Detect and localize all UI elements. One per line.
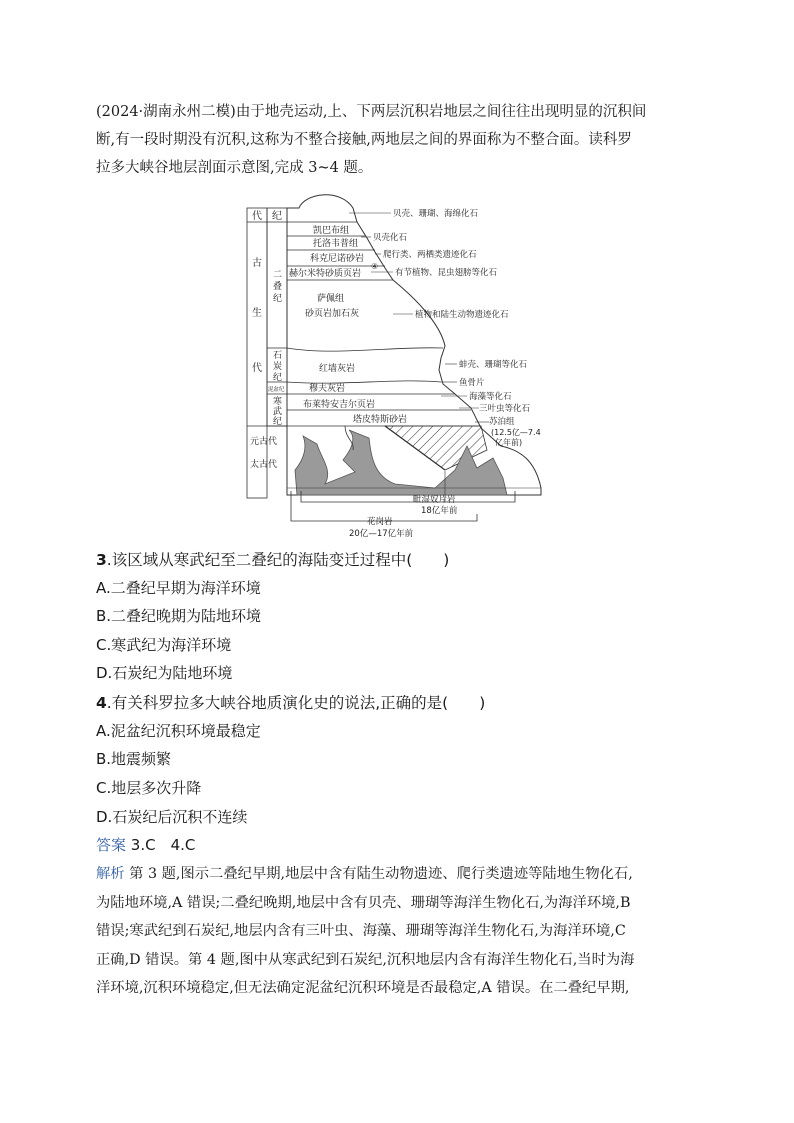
layer-coconino: 科克尼诺砂岩 [310, 254, 365, 264]
fossil-label: 植物和陆生动物遗迹化石 [415, 310, 509, 320]
layer-kaibab: 凯巴布组 [313, 226, 350, 236]
supai-group-age: (12.5亿—7.4 [491, 428, 541, 437]
question-number: 3 [96, 551, 107, 569]
layer-toroweap: 托洛韦普组 [313, 239, 359, 249]
era-archean: 太古代 [250, 460, 278, 470]
intro-line: (2024·湖南永州二模)由于地壳运动,上、下两层沉积岩地层之间往往出现明显的沉积间 [96, 104, 647, 120]
layer-muav: 穆夫灰岩 [309, 384, 346, 394]
fossil-label: 鱼骨片 [459, 378, 485, 388]
layer-tapeats: 塔皮特斯砂岩 [353, 415, 408, 425]
option-d[interactable]: D.石炭纪为陆地环境 [96, 664, 233, 682]
supai-group-age: 亿年前) [495, 438, 523, 447]
fossil-label: 贝壳、珊瑚、海绵化石 [393, 209, 479, 219]
answer-line [96, 834, 195, 855]
intro-paragraph [96, 98, 646, 182]
question-text: .该区域从寒武纪至二叠纪的海陆变迁过程中( ) [106, 551, 450, 569]
option-d[interactable]: D.石炭纪后沉积不连续 [96, 808, 248, 826]
layer-bright-angel: 布莱特安吉尔页岩 [303, 400, 376, 410]
fossil-label: 海藻等化石 [469, 392, 512, 402]
fossil-label: 有节植物、昆虫翅膀等化石 [395, 268, 498, 278]
schist-label: 毗湿奴片岩 [413, 495, 456, 505]
era-paleozoic: 古 [252, 258, 262, 269]
era-header: 代 [252, 211, 262, 222]
explanation-line: 为陆地环境,A 错误;二叠纪晚期,地层中含有贝壳、珊瑚等海洋生物化石,为海洋环境,B [96, 894, 631, 911]
period-permian: 纪 [273, 294, 283, 304]
question-3-stem [96, 548, 449, 570]
option-b[interactable]: B.二叠纪晚期为陆地环境 [96, 607, 262, 625]
explanation-line: 洋环境,沉积环境稳定,但无法确定泥盆纪沉积环境是否最稳定,A 错误。在二叠纪早期, [96, 980, 630, 996]
granite-label: 花岗岩 [367, 517, 393, 527]
period-cambrian: 寒 [273, 397, 283, 407]
era-paleozoic: 代 [252, 363, 262, 374]
period-devonian: 泥盆纪 [268, 387, 285, 393]
layer-redwall: 红墙灰岩 [319, 364, 356, 374]
period-carboniferous: 石 [273, 351, 283, 361]
period-permian: 叠 [273, 282, 283, 292]
option-a[interactable]: A.泥盆纪沉积环境最稳定 [96, 722, 261, 740]
intro-line: 断,有一段时期没有沉积,这称为不整合接触,两地层之间的界面称为不整合面。读科罗 [96, 132, 632, 148]
question-4-stem [96, 691, 485, 713]
unconformity-mark: ④ [371, 262, 379, 271]
layer-supai-desc: 砂页岩加石灰 [305, 309, 360, 319]
question-text: .有关科罗拉多大峡谷地质演化史的说法,正确的是( ) [106, 694, 486, 712]
explanation-label: 解析 [96, 866, 125, 882]
explanation-line: 错误;寒武纪到石炭纪,地层内含有三叶虫、海藻、珊瑚等海洋生物化石,为海洋环境,C [96, 923, 626, 939]
era-paleozoic: 生 [252, 308, 262, 319]
answer-text: 3.C 4.C [130, 836, 196, 854]
option-c[interactable]: C.地层多次升降 [96, 779, 202, 797]
explanation-line: 正确,D 错误。第 4 题,图中从寒武纪到石炭纪,沉积地层内含有海洋生物化石,当时为海 [96, 951, 635, 968]
intro-line: 拉多大峡谷地层剖面示意图,完成 3~4 题。 [96, 160, 373, 176]
period-header: 纪 [272, 211, 282, 222]
fossil-label: 爬行类、两栖类遗迹化石 [383, 250, 477, 260]
schist-age: 18亿年前 [421, 506, 458, 516]
explanation-line: 解析 第 3 题,图示二叠纪早期,地层中含有陆生动物遗迹、爬行类遗迹等陆地生物化石, [96, 866, 633, 882]
period-permian: 二 [273, 270, 283, 280]
question-number: 4 [96, 694, 107, 712]
supai-group-label: 苏泊组 [489, 417, 515, 427]
geologic-section-figure [245, 188, 545, 540]
period-cambrian: 纪 [273, 417, 283, 427]
option-a[interactable]: A.二叠纪早期为海洋环境 [96, 579, 261, 597]
option-b[interactable]: B.地震频繁 [96, 750, 172, 768]
era-proterozoic: 元古代 [250, 437, 278, 447]
answer-label: 答案 [96, 836, 127, 854]
period-carboniferous: 炭 [273, 362, 283, 372]
fossil-label: 蚌壳、珊瑚等化石 [459, 360, 528, 370]
fossil-label: 三叶虫等化石 [479, 404, 531, 414]
layer-hermit: 赫尔米特砂质页岩 [289, 269, 362, 279]
period-carboniferous: 纪 [273, 373, 283, 383]
layer-supai: 萨佩组 [317, 294, 345, 304]
fossil-label: 贝壳化石 [373, 233, 408, 243]
option-c[interactable]: C.寒武纪为海洋环境 [96, 636, 232, 654]
explanation [96, 860, 634, 1003]
period-cambrian: 武 [273, 407, 283, 417]
granite-age: 20亿—17亿年前 [349, 529, 414, 539]
